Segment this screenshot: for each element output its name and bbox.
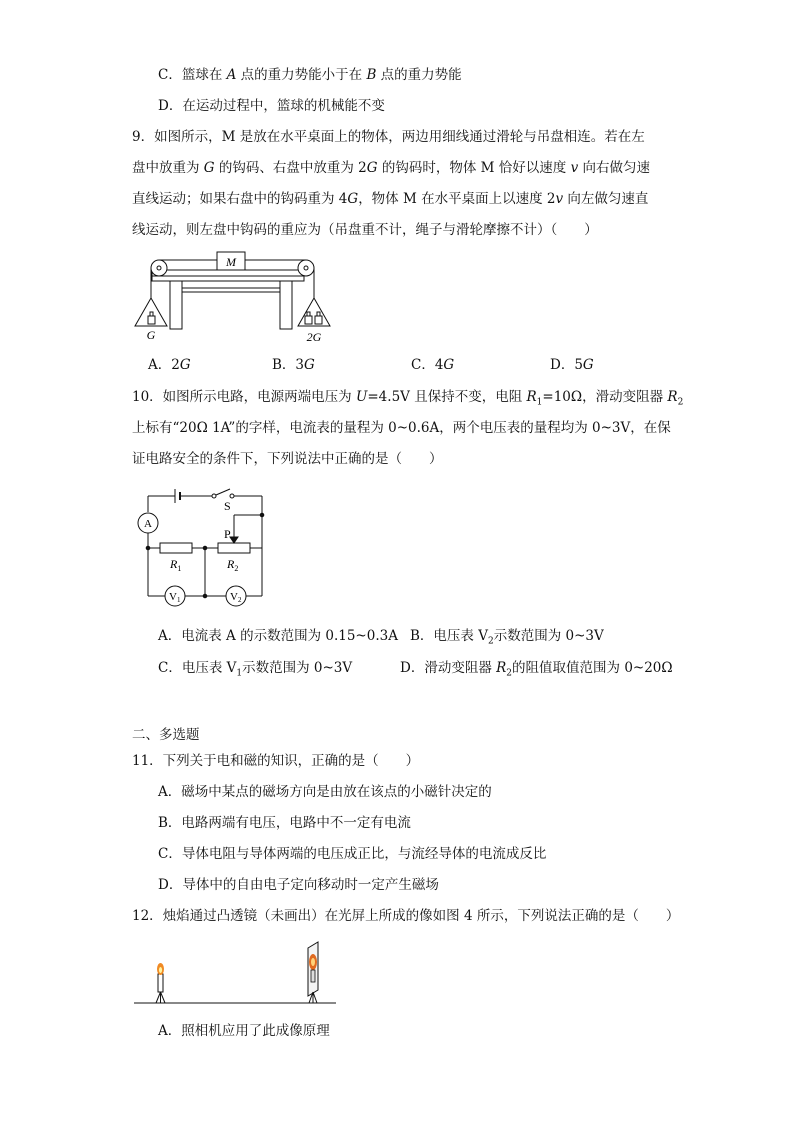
q11-option-d: D．导体中的自由电子定向移动时一定产生磁场 [158,877,439,893]
q8-option-c: C．篮球在 A 点的重力势能小于在 B 点的重力势能 [158,67,462,83]
q11-option-c: C．导体电阻与导体两端的电压成正比，与流经导体的电流成反比 [158,846,547,862]
q11-stem: 11．下列关于电和磁的知识，正确的是（ ） [132,753,420,769]
q11-option-a: A．磁场中某点的磁场方向是由放在该点的小磁针决定的 [158,784,492,800]
q11-option-b: B．电路两端有电压，电路中不一定有电流 [158,815,411,831]
table-top [152,270,304,276]
candle [158,974,163,992]
pulley-left [151,260,167,276]
q9-pulley-figure [130,250,340,342]
resistor-r2 [218,543,250,553]
q10-circuit-figure [130,484,270,610]
label-r1: $R_1$ [170,557,182,573]
label-a: A [144,518,152,530]
table-leg-left [170,281,182,329]
label-v1: V1 [169,591,181,604]
switch-s [216,489,230,495]
section-title-multiple-choice: 二、多选题 [132,727,200,743]
q9-stem-line4: 线运动，则左盘中钩码的重应为（吊盘重不计，绳子与滑轮摩擦不计）（ ） [132,222,598,238]
label-v2: V2 [230,591,242,604]
q10-option-d: D．滑动变阻器 $R_2$的阻值取值范围为 0~20Ω [400,660,673,679]
label-r2: $R_2$ [227,557,239,573]
q10-stem-line2: 上标有“20Ω 1A”的字样，电流表的量程为 0~0.6A，两个电压表的量程均为 0~3V，在保 [132,420,671,436]
label-p: P [224,527,231,541]
pan-right [298,298,330,326]
q8-option-d: D．在运动过程中，篮球的机械能不变 [158,98,385,114]
q9-option-b: B．3G [272,357,315,373]
q9-stem-line3: 直线运动；如果右盘中的钩码重为 4G，物体 M 在水平桌面上以速度 2v 向左做匀速直 [132,191,649,207]
q10-stem-line3: 证电路安全的条件下，下列说法中正确的是（ ） [132,451,443,467]
q10-option-c: C．电压表 $V_1$示数范围为 0~3V [158,660,353,679]
q9-option-c: C．4G [411,357,455,373]
q9-stem-line2: 盘中放重为 G 的钩码、右盘中放重为 2G 的钩码时，物体 M 恰好以速度 v 向右做匀速 [132,160,650,176]
label-s: S [224,499,231,513]
label-2g: 2G [306,330,322,342]
q10-option-a: A．电流表 A 的示数范围为 0.15~0.3A [158,628,398,644]
q9-stem-line1: 9．如图所示，M 是放在水平桌面上的物体，两边用细线通过滑轮与吊盘相连。若在左 [132,129,645,145]
table-leg-right [280,281,292,329]
label-m: M [226,255,236,269]
q12-stem: 12．烛焰通过凸透镜（未画出）在光屏上所成的像如图 4 所示，下列说法正确的是（ ） [132,908,680,924]
q9-option-a: A．2G [148,357,191,373]
q10-stem-line1: 10．如图所示电路，电源两端电压为 U=4.5V 且保持不变，电阻 $R_1=10\Omega$，滑动变阻器 $R_2$ [132,389,684,408]
pulley-right [298,260,314,276]
label-g: G [146,328,156,342]
q12-candle-figure [134,940,338,1006]
q10-option-b: B．电压表 $V_2$示数范围为 0~3V [410,628,604,647]
resistor-r1 [160,543,192,553]
q9-option-d: D．5G [550,357,594,373]
q12-option-a: A．照相机应用了此成像原理 [158,1023,330,1039]
